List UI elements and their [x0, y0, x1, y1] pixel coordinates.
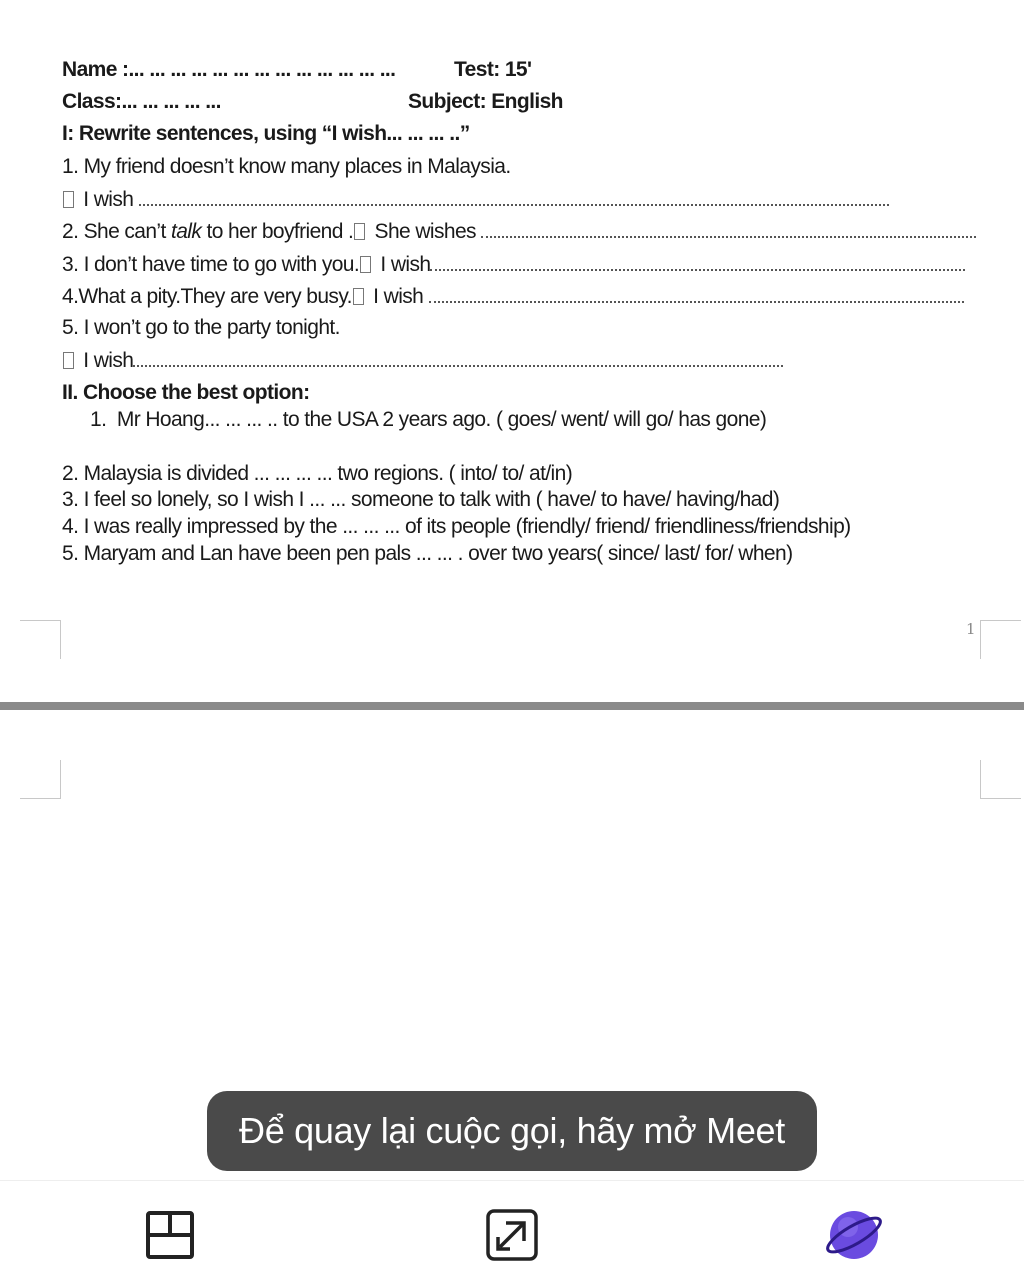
s1-answer-5: I wish [62, 347, 783, 374]
s1-answer-1: I wish [62, 186, 889, 213]
s2-item-4: 4. I was really impressed by the ... ... ... of its people (friendly/ friend/ friendliness/friendship) [62, 515, 851, 538]
arrow-glyph-icon [354, 223, 365, 240]
s2-item-2: 2. Malaysia is divided ... ... ... ... two regions. ( into/ to/ at/in) [62, 462, 573, 485]
s1-item-5: 5. I won’t go to the party tonight. [62, 316, 340, 339]
test-label: Test: 15' [454, 58, 532, 81]
class-dots: ... ... ... ... ... [121, 90, 221, 113]
name-line [62, 57, 395, 83]
s2-item-3: 3. I feel so lonely, so I wish I ... ... someone to talk with ( have/ to have/ having/had) [62, 488, 780, 511]
expand-arrow-icon [484, 1207, 540, 1263]
window-layout-icon [142, 1207, 198, 1263]
class-label: Class: [62, 90, 122, 113]
section1-title: I: Rewrite sentences, using “I wish... ... ... ..” [62, 122, 470, 145]
arrow-glyph-icon [353, 288, 364, 305]
section2-title: II. Choose the best option: [62, 381, 310, 404]
crop-mark [20, 620, 61, 659]
answer-blank[interactable] [430, 251, 965, 271]
arrow-glyph-icon [63, 352, 74, 369]
arrow-glyph-icon [63, 191, 74, 208]
arrow-glyph-icon [360, 256, 371, 273]
s1-item-3: 3. I don’t have time to go with you. I wish [62, 251, 965, 278]
bottom-navbar [0, 1180, 1024, 1280]
page-separator [0, 702, 1024, 710]
crop-mark [980, 620, 1021, 659]
answer-blank[interactable] [481, 218, 976, 238]
s1-item-2: 2. She can’t talk to her boyfriend . She wishes [62, 218, 976, 245]
s2-item-5: 5. Maryam and Lan have been pen pals ... ... . over two years( since/ last/ for/ when) [62, 542, 793, 565]
crop-mark [20, 760, 61, 799]
answer-blank[interactable] [429, 283, 964, 303]
subject-label: Subject: English [408, 90, 563, 113]
s2-item-1: 1. Mr Hoang... ... ... .. to the USA 2 years ago. ( goes/ went/ will go/ has gone) [90, 408, 767, 431]
answer-blank[interactable] [133, 347, 783, 367]
crop-mark [980, 760, 1021, 799]
name-dots: ... ... ... ... ... ... ... ... ... ... ... ... ... [128, 58, 396, 81]
class-line [62, 89, 221, 115]
return-to-call-toast[interactable] [207, 1091, 817, 1171]
page-number: 1 [966, 620, 976, 638]
browser-button[interactable] [824, 1207, 880, 1263]
s1-item-1: 1. My friend doesn’t know many places in Malaysia. [62, 155, 511, 178]
toast-message: Để quay lại cuộc gọi, hãy mở Meet [239, 1110, 785, 1151]
s1-item-4: 4.What a pity.They are very busy. I wish [62, 283, 964, 310]
planet-browser-icon [824, 1207, 884, 1263]
answer-blank[interactable] [139, 186, 889, 206]
expand-button[interactable] [484, 1207, 540, 1263]
name-label: Name : [62, 58, 129, 81]
window-layout-button[interactable] [142, 1207, 198, 1263]
